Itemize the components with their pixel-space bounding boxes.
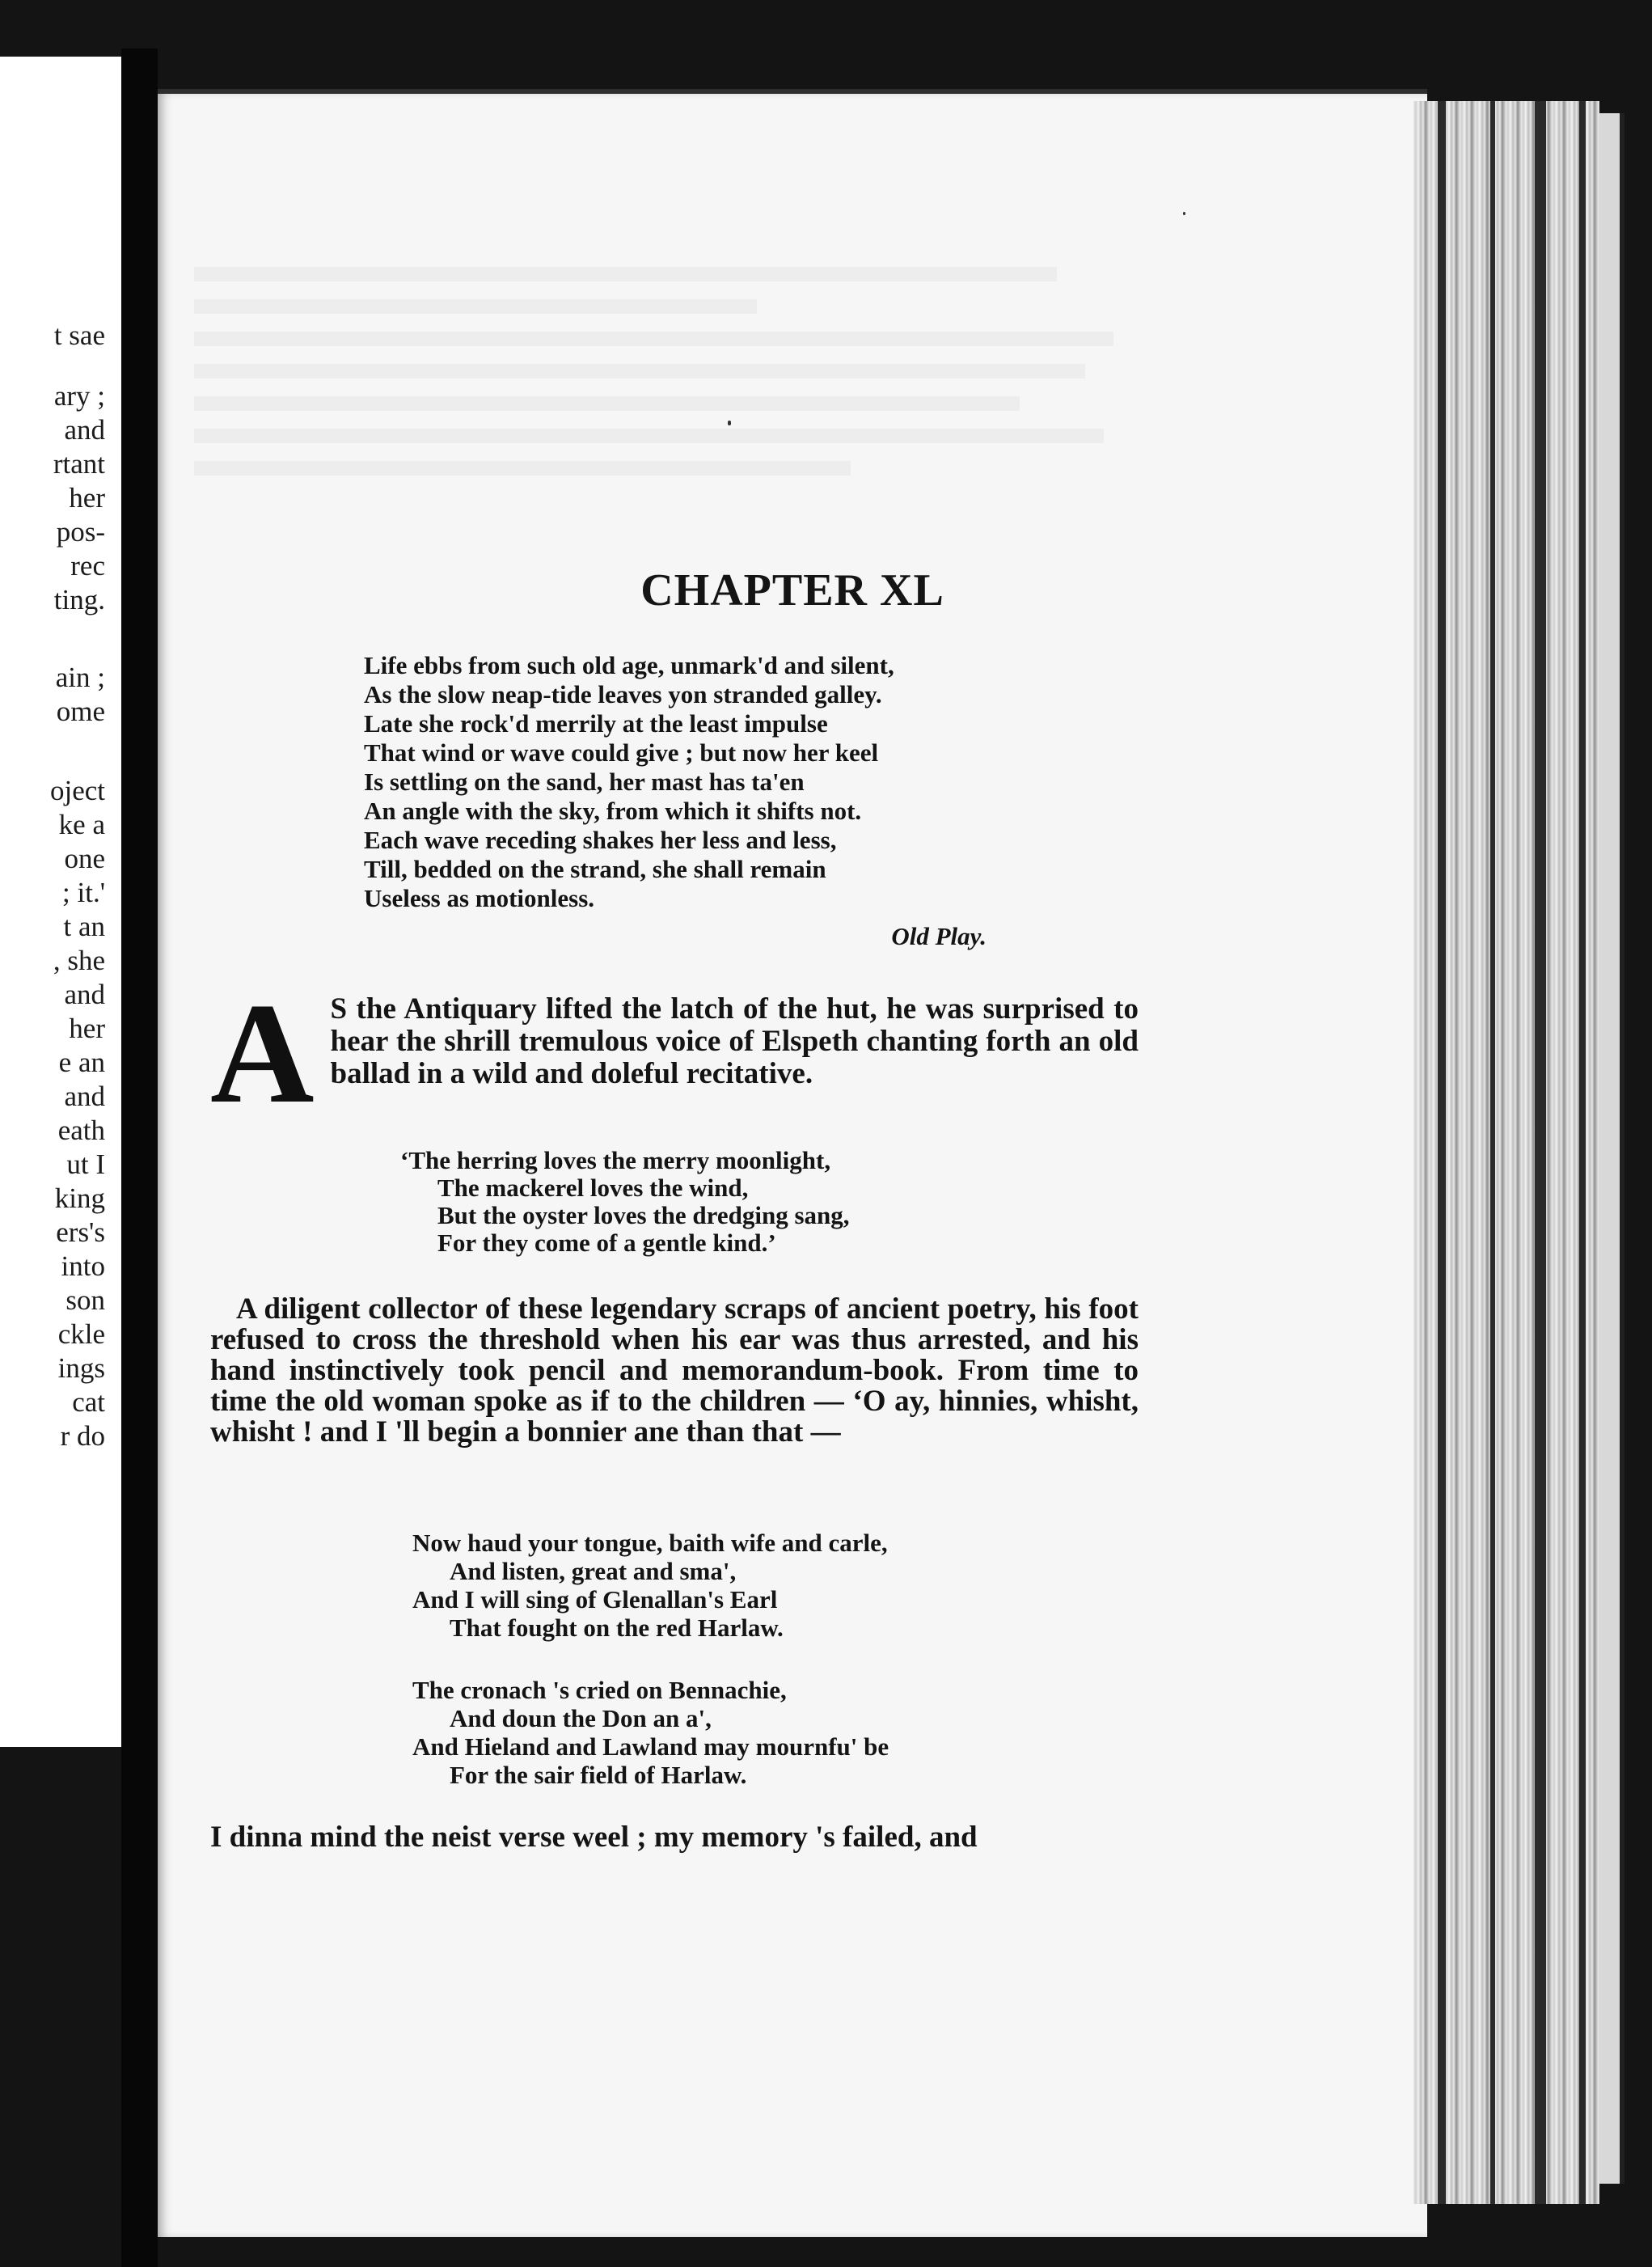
print-speck bbox=[1183, 212, 1185, 215]
epigraph bbox=[364, 651, 1027, 913]
chapter-title: CHAPTER XL bbox=[640, 565, 944, 615]
left-page-fragment: ers's bbox=[56, 1216, 105, 1248]
left-page-fragment: ting. bbox=[53, 584, 105, 615]
ballad-line: ‘The herring loves the merry moonlight, bbox=[400, 1146, 831, 1174]
left-page-fragment: ut I bbox=[66, 1148, 105, 1180]
epigraph-attribution: Old Play. bbox=[891, 922, 987, 950]
show-through-text bbox=[194, 267, 1132, 493]
left-page-fragment: t sae bbox=[53, 319, 105, 351]
book-gutter bbox=[121, 49, 158, 2267]
ballad-line: That fought on the red Harlaw. bbox=[450, 1614, 784, 1642]
epigraph-line: Till, bedded on the strand, she shall remain bbox=[364, 855, 826, 883]
epigraph-line: Late she rock'd merrily at the least impulse bbox=[364, 709, 828, 738]
left-page-fragment: and bbox=[64, 1081, 105, 1112]
left-page-fragment: rec bbox=[70, 550, 105, 582]
ballad-line: And listen, great and sma', bbox=[450, 1557, 737, 1585]
ballad-line: The cronach 's cried on Bennachie, bbox=[412, 1676, 787, 1704]
ballad-quote bbox=[400, 1147, 1063, 1257]
left-page-fragment: ke a bbox=[58, 809, 105, 840]
epigraph-line: As the slow neap-tide leaves yon stranded galley. bbox=[364, 680, 882, 708]
ballad-line: For the sair field of Harlaw. bbox=[450, 1761, 747, 1789]
left-page-fragment: into bbox=[61, 1250, 105, 1282]
ballad-line: And I will sing of Glenallan's Earl bbox=[412, 1585, 778, 1614]
left-page-fragment: rtant bbox=[53, 448, 105, 480]
epigraph-line: Is settling on the sand, her mast has ta'en bbox=[364, 768, 805, 796]
epigraph-line: Each wave receding shakes her less and less, bbox=[364, 826, 837, 854]
left-page-fragment: r do bbox=[60, 1420, 105, 1452]
ballad-line: For they come of a gentle kind.’ bbox=[437, 1229, 776, 1257]
left-page-fragment: ome bbox=[56, 696, 105, 727]
page-edges bbox=[1413, 101, 1599, 2204]
epigraph-line: That wind or wave could give ; but now her keel bbox=[364, 738, 879, 767]
left-page-fragment: one bbox=[64, 843, 105, 874]
closing-line: I dinna mind the neist verse weel ; my memory 's failed, and bbox=[210, 1821, 978, 1854]
left-page-fragment: t an bbox=[63, 911, 105, 942]
left-page-fragment: ings bbox=[57, 1352, 105, 1384]
left-page-fragment: ain ; bbox=[55, 662, 105, 693]
ballad-line: But the oyster loves the dredging sang, bbox=[437, 1201, 850, 1229]
ballad-line: And doun the Don an a', bbox=[450, 1704, 712, 1732]
left-page-fragment: ary ; bbox=[53, 380, 105, 412]
left-page-fragment: ; it.' bbox=[62, 877, 105, 908]
ballad-line: The mackerel loves the wind, bbox=[437, 1174, 749, 1202]
left-facing-page bbox=[0, 57, 122, 1747]
left-page-fragment: oject bbox=[49, 775, 105, 806]
left-page-fragment: ckle bbox=[57, 1318, 105, 1350]
stanza-gap bbox=[412, 1642, 1075, 1676]
epigraph-line: An angle with the sky, from which it shifts not. bbox=[364, 797, 862, 825]
left-page-fragment: cat bbox=[72, 1386, 105, 1418]
ballad-verse bbox=[412, 1529, 1075, 1789]
left-page-fragment: her bbox=[69, 482, 105, 514]
opening-paragraph bbox=[210, 973, 1139, 1133]
print-speck bbox=[728, 421, 731, 425]
left-page-fragment: , she bbox=[53, 945, 105, 976]
ballad-line: Now haud your tongue, baith wife and carle, bbox=[412, 1529, 888, 1557]
left-page-fragment: her bbox=[69, 1013, 105, 1044]
left-page-fragment: eath bbox=[57, 1114, 105, 1146]
drop-cap: A bbox=[210, 973, 315, 1133]
opening-paragraph-text: S the Antiquary lifted the latch of the hut, he was surprised to hear the shrill tremulous voice of Elspeth chanting forth an old ballad in a wild and doleful recitative. bbox=[330, 992, 1139, 1090]
epigraph-line: Useless as motionless. bbox=[364, 884, 595, 912]
left-page-fragment: and bbox=[64, 979, 105, 1010]
left-page-fragment: and bbox=[64, 414, 105, 446]
left-page-fragment: king bbox=[54, 1182, 105, 1214]
epigraph-line: Life ebbs from such old age, unmark'd and silent, bbox=[364, 651, 894, 679]
left-page-fragment: pos- bbox=[56, 516, 105, 548]
left-page-fragment: son bbox=[65, 1284, 105, 1316]
left-page-fragment: e an bbox=[58, 1047, 105, 1078]
ballad-line: And Hieland and Lawland may mournfu' be bbox=[412, 1732, 889, 1761]
book-cover-edge bbox=[1599, 113, 1625, 2184]
body-paragraph: A diligent collector of these legendary scraps of ancient poetry, his foot refused to cross the threshold when his ear was thus arrested, and his hand instinctively took pencil and memorandum-book. From time to time the old woman spoke as if to the children — ‘O ay, hinnies, whisht, whisht ! and I 'll begin a bonnier ane than that — bbox=[210, 1292, 1139, 1449]
